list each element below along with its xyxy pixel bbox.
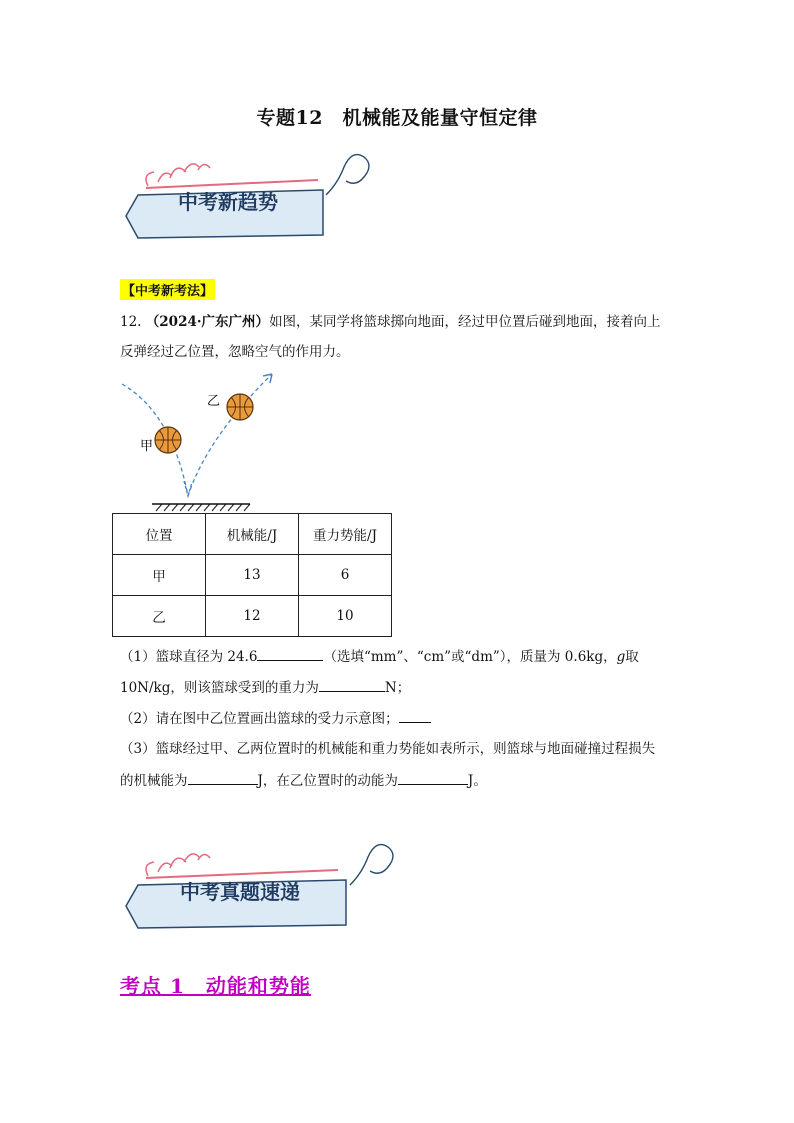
table-header: 位置 bbox=[113, 514, 206, 555]
sub1-text: 取 bbox=[625, 649, 639, 665]
sub1-text: （选填“mm”、“cm”或“dm”），质量为 0.6kg， bbox=[323, 649, 617, 665]
answer-blank[interactable] bbox=[188, 770, 258, 785]
basketball-figure bbox=[112, 368, 292, 513]
ground bbox=[152, 504, 250, 511]
sub-question-3-line2 bbox=[120, 770, 487, 791]
table-cell: 13 bbox=[206, 555, 299, 596]
banner-title: 中考真题速递 bbox=[180, 880, 300, 904]
table-cell: 乙 bbox=[113, 596, 206, 637]
banner-title: 中考新趋势 bbox=[178, 190, 278, 214]
sub-question-2 bbox=[120, 708, 431, 729]
question-tag: 【中考新考法】 bbox=[120, 279, 215, 300]
kaodian-heading: 考点 1 动能和势能 bbox=[120, 974, 311, 998]
sub2-text: （2）请在图中乙位置画出篮球的受力示意图； bbox=[120, 711, 399, 727]
sub-question-1-line2 bbox=[120, 677, 410, 698]
table-cell: 6 bbox=[299, 555, 392, 596]
sub3-text: 的机械能为 bbox=[120, 773, 188, 789]
sub-question-1-line1 bbox=[120, 646, 639, 667]
table-cell: 甲 bbox=[113, 555, 206, 596]
answer-blank[interactable] bbox=[319, 677, 385, 692]
question-source: （2024·广东广州） bbox=[145, 314, 270, 330]
answer-blank[interactable] bbox=[399, 708, 431, 723]
sub1-text: N； bbox=[384, 680, 411, 696]
sub3-text: J，在乙位置时的动能为 bbox=[257, 773, 398, 789]
table-cell: 10 bbox=[299, 596, 392, 637]
table-cell: 12 bbox=[206, 596, 299, 637]
label-yi: 乙 bbox=[207, 394, 221, 409]
answer-blank[interactable] bbox=[257, 646, 323, 661]
table-row bbox=[113, 596, 392, 637]
table-header-row bbox=[113, 514, 392, 555]
sub1-text: 10N/kg，则该篮球受到的重力为 bbox=[120, 680, 319, 696]
sub1-g: g bbox=[616, 649, 626, 665]
section-banner-real-exam bbox=[118, 840, 408, 950]
sub1-text: （1）篮球直径为 24.6 bbox=[120, 649, 258, 665]
question-stem-line1 bbox=[120, 312, 661, 332]
answer-blank[interactable] bbox=[398, 770, 468, 785]
sub3-text: J。 bbox=[467, 773, 487, 789]
label-jia: 甲 bbox=[140, 439, 154, 454]
energy-table bbox=[112, 513, 392, 637]
question-number: 12. bbox=[120, 314, 142, 330]
page-title: 专题12 机械能及能量守恒定律 bbox=[256, 107, 538, 129]
table-header: 机械能/J bbox=[206, 514, 299, 555]
question-stem: 如图，某同学将篮球掷向地面，经过甲位置后碰到地面，接着向上 bbox=[269, 314, 661, 330]
sub-question-3-line1: （3）篮球经过甲、乙两位置时的机械能和重力势能如表所示，则篮球与地面碰撞过程损失 bbox=[120, 741, 656, 757]
table-header: 重力势能/J bbox=[299, 514, 392, 555]
question-stem-line2: 反弹经过乙位置，忽略空气的作用力。 bbox=[120, 344, 350, 360]
section-banner-trend bbox=[118, 150, 408, 260]
table-row bbox=[113, 555, 392, 596]
